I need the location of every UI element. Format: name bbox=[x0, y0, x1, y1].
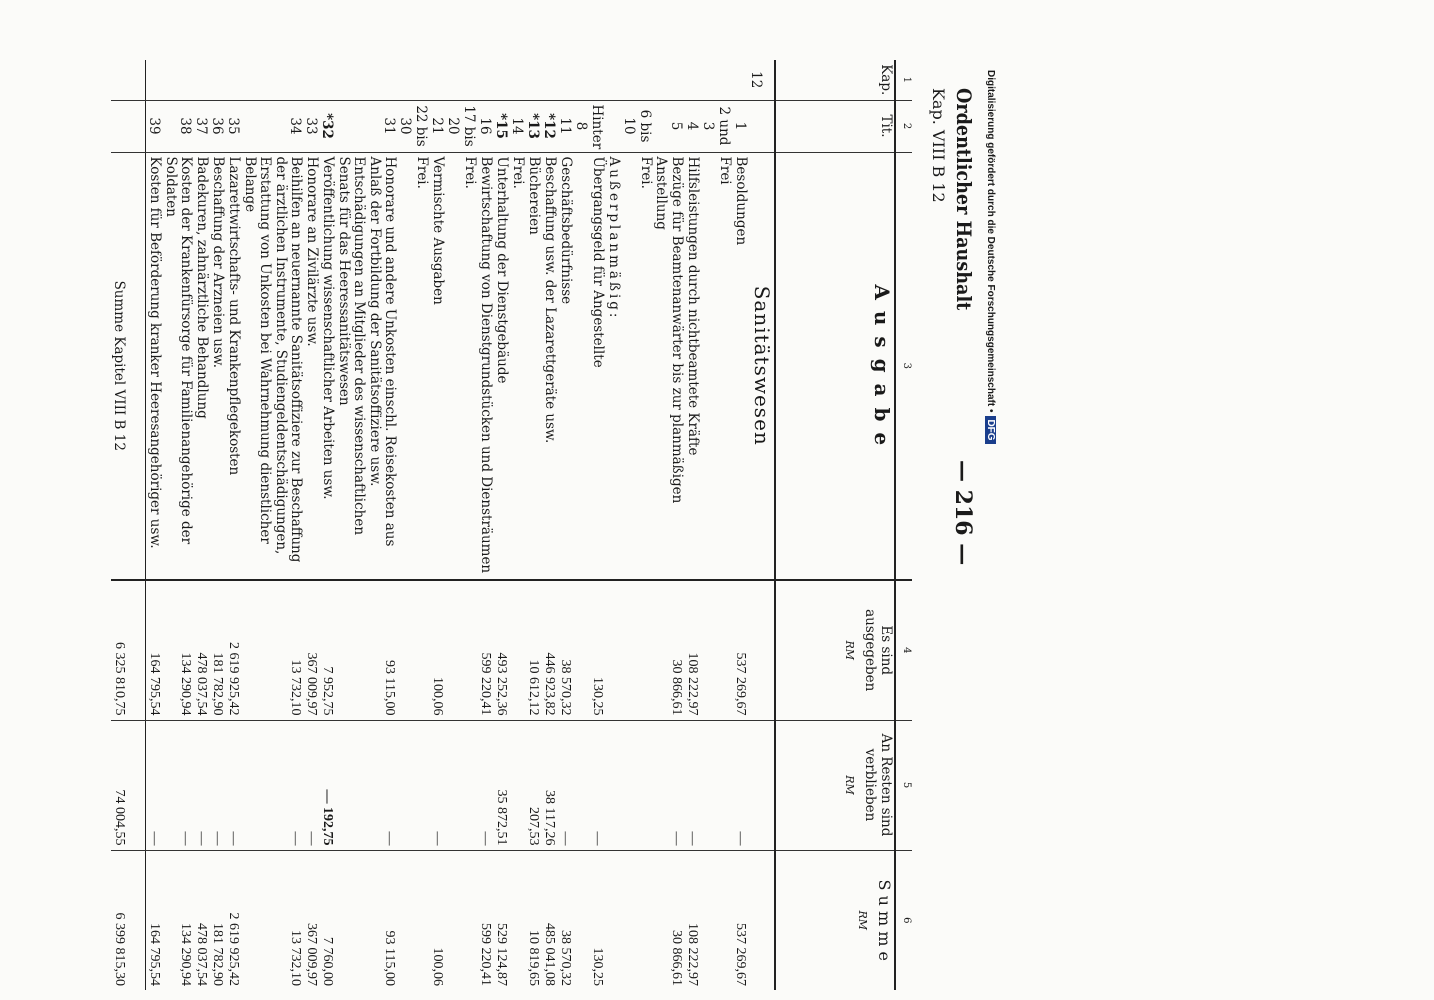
summe-cell: 10 819,65 bbox=[526, 930, 542, 986]
description-cell: Kosten für Beförderung kranker Heeresangehöriger usw. bbox=[146, 152, 163, 580]
kap-cell bbox=[684, 60, 700, 100]
ausgegeben-cell: 108 222,97 bbox=[684, 580, 700, 720]
tit-cell: 2 und 3 bbox=[700, 100, 732, 152]
ausgegeben-cell: 7 952,75 bbox=[319, 580, 335, 720]
kap-cell bbox=[621, 60, 653, 100]
page-number: — 216 — bbox=[950, 460, 976, 566]
description-cell: Übergangsgeld für Angestellte bbox=[573, 152, 605, 580]
reste-cell: — 192,75 bbox=[319, 720, 335, 850]
tit-cell: 31 bbox=[335, 100, 397, 152]
summe-cell: 537 269,67 bbox=[733, 923, 748, 986]
summe-cell bbox=[509, 850, 525, 990]
tit-cell: *12 bbox=[541, 100, 557, 152]
kap-cell bbox=[319, 60, 335, 100]
summe-cell: 181 782,90 bbox=[210, 923, 226, 986]
reste-cell: — bbox=[684, 720, 700, 850]
reste-cell: — bbox=[146, 720, 163, 850]
table-row bbox=[319, 60, 335, 990]
col5-label: An Resten sind verblieben bbox=[862, 733, 894, 837]
description-cell: Kosten der Krankenfürsorge für Familienangehörige der Soldaten bbox=[162, 152, 193, 580]
description-cell: Vermischte Ausgaben bbox=[429, 152, 445, 580]
tit-cell: *32 bbox=[319, 100, 335, 152]
reste-cell: — bbox=[477, 720, 493, 850]
table-row bbox=[193, 60, 209, 990]
reste-cell: — bbox=[429, 720, 445, 850]
col-number: 1 bbox=[895, 60, 912, 100]
description-cell: Veröffentlichung wissenschaftlicher Arbeiten usw. bbox=[319, 152, 335, 580]
summe-cell: 529 124,87 bbox=[494, 923, 510, 986]
ausgegeben-cell: 478 037,54 bbox=[193, 580, 209, 720]
table-row bbox=[509, 60, 525, 990]
table-row bbox=[241, 60, 303, 990]
ausgegeben-cell bbox=[700, 580, 732, 720]
ausgabe-label: A u s g a b e bbox=[870, 284, 894, 448]
table-row bbox=[493, 60, 509, 990]
reste-cell: — bbox=[335, 720, 397, 850]
tit-cell: 1 bbox=[732, 100, 748, 152]
tit-cell: 16 bbox=[477, 100, 493, 152]
ausgegeben-cell: 493 252,36 bbox=[493, 580, 509, 720]
kap-cell bbox=[193, 60, 209, 100]
ausgegeben-cell: 38 570,32 bbox=[557, 580, 573, 720]
header-col4 bbox=[775, 580, 895, 720]
tit-cell: *13 bbox=[525, 100, 541, 152]
description-cell: Frei. bbox=[621, 152, 653, 580]
kap-cell bbox=[509, 60, 525, 100]
description-cell: Beihilfen an neuernannte Sanitätsoffiziere zur Beschaffung der ärztlichen Instrumente, Studiengeldentschädigungen, Erstattung von Unkosten bei Wahrnehmung dienstlicher Belange bbox=[241, 152, 303, 580]
summe-cell: 100,06 bbox=[430, 947, 446, 986]
tit-cell: 21 bbox=[429, 100, 445, 152]
description-cell: Frei bbox=[700, 152, 732, 580]
kap-cell bbox=[335, 60, 397, 100]
ausgegeben-cell: 134 290,94 bbox=[162, 580, 193, 720]
summe-cell: 93 115,00 bbox=[382, 930, 398, 986]
section-title: Sanitätswesen bbox=[748, 152, 775, 580]
ausgegeben-cell: 2 619 925,42 bbox=[225, 580, 241, 720]
summe-cell: 30 866,61 bbox=[669, 930, 684, 986]
tit-cell: 17 bis 20 bbox=[445, 100, 477, 152]
kap-cell bbox=[397, 60, 429, 100]
reste-cell: — bbox=[303, 720, 319, 850]
col6-label: S u m m e bbox=[875, 879, 894, 961]
table-row bbox=[621, 60, 653, 990]
reste-cell: — bbox=[557, 720, 573, 850]
description-cell: Besoldungen bbox=[732, 152, 748, 580]
tit-cell bbox=[605, 100, 621, 152]
table-body bbox=[146, 60, 775, 990]
kap-cell bbox=[557, 60, 573, 100]
ausgegeben-cell bbox=[621, 580, 653, 720]
description-cell: Honorare an Zivilärzte usw. bbox=[303, 152, 319, 580]
ausgegeben-cell: 446 923,82 bbox=[541, 580, 557, 720]
kap-cell: 12 bbox=[748, 60, 775, 100]
kap-cell bbox=[493, 60, 509, 100]
reste-cell: — bbox=[573, 720, 605, 850]
summe-cell: 367 009,97 bbox=[304, 923, 320, 986]
summe-cell: 164 795,54 bbox=[147, 923, 163, 986]
reste-cell: — bbox=[209, 720, 225, 850]
kap-cell bbox=[162, 60, 193, 100]
table-row bbox=[541, 60, 557, 990]
table-row bbox=[684, 60, 700, 990]
header-kap: Kap. bbox=[775, 60, 895, 100]
ausgegeben-cell: 93 115,00 bbox=[335, 580, 397, 720]
header-ausgabe bbox=[775, 152, 895, 580]
tit-cell: 37 bbox=[193, 100, 209, 152]
description-cell: Frei. bbox=[509, 152, 525, 580]
table-row bbox=[162, 60, 193, 990]
kap-cell bbox=[445, 60, 477, 100]
tit-cell: 35 bbox=[225, 100, 241, 152]
description-cell: Frei. bbox=[397, 152, 429, 580]
summe-cell: 599 220,41 bbox=[478, 923, 494, 986]
column-number-row bbox=[895, 60, 912, 990]
col4-label: Es sind ausgegeben bbox=[862, 609, 894, 692]
kap-cell bbox=[303, 60, 319, 100]
summe-cell bbox=[605, 850, 621, 990]
ausgegeben-cell: 10 612,12 bbox=[525, 580, 541, 720]
reste-cell: — bbox=[193, 720, 209, 850]
table-row bbox=[225, 60, 241, 990]
col-number: 4 bbox=[895, 580, 912, 720]
summe-cell: 130,25 bbox=[590, 947, 606, 986]
ausgegeben-cell: 130,25 bbox=[573, 580, 605, 720]
col-number: 2 bbox=[895, 100, 912, 152]
summe-cell: 478 037,54 bbox=[194, 923, 210, 986]
budget-table bbox=[111, 60, 912, 990]
col-number: 6 bbox=[895, 850, 912, 990]
tit-cell: 22 bis 30 bbox=[397, 100, 429, 152]
reste-cell bbox=[605, 720, 621, 850]
table-row bbox=[653, 60, 684, 990]
table-row bbox=[335, 60, 397, 990]
ausgegeben-cell bbox=[445, 580, 477, 720]
kap-cell bbox=[209, 60, 225, 100]
total-col6: 6 399 815,30 bbox=[111, 850, 146, 990]
tit-cell: *15 bbox=[493, 100, 509, 152]
dfg-logo: DFG bbox=[985, 416, 996, 443]
summe-cell: 7 760,00 bbox=[320, 937, 336, 986]
col6-unit: RM bbox=[856, 910, 869, 931]
summe-cell: 108 222,97 bbox=[685, 923, 700, 986]
kap-cell bbox=[605, 60, 621, 100]
col-number: 5 bbox=[895, 720, 912, 850]
summe-cell bbox=[445, 850, 477, 990]
description-cell: Unterhaltung der Dienstgebäude bbox=[493, 152, 509, 580]
summe-cell: 2 619 925,42 bbox=[226, 912, 242, 986]
description-cell: Honorare und andere Unkosten einschl. Reisekosten aus Anlaß der Fortbildung der Sanitätsoffiziere usw. Entschädigungen an Mitglieder des wissenschaftlichen Senats für das Heeressanitätswesen bbox=[335, 152, 397, 580]
page-title: Ordentlicher Haushalt bbox=[952, 88, 976, 311]
tit-cell: 33 bbox=[303, 100, 319, 152]
reste-cell bbox=[700, 720, 732, 850]
tit-cell: 34 bbox=[241, 100, 303, 152]
total-label: Summe Kapitel VIII B 12 bbox=[111, 152, 146, 580]
description-cell: Badekuren, zahnärztliche Behandlung bbox=[193, 152, 209, 580]
summe-cell: 485 041,08 bbox=[542, 923, 558, 986]
table-row bbox=[605, 60, 621, 990]
col5-unit: RM bbox=[843, 775, 856, 795]
description-cell: Büchereien bbox=[525, 152, 541, 580]
kap-cell bbox=[573, 60, 605, 100]
description-cell: Außerplanmäßig: bbox=[605, 152, 621, 580]
kap-cell bbox=[241, 60, 303, 100]
ausgegeben-cell bbox=[509, 580, 525, 720]
header-col5 bbox=[775, 720, 895, 850]
ausgegeben-cell bbox=[605, 580, 621, 720]
table-row bbox=[732, 60, 748, 990]
tit-cell: 4 bbox=[684, 100, 700, 152]
tit-cell: 5 bbox=[653, 100, 684, 152]
kap-cell bbox=[477, 60, 493, 100]
kap-cell bbox=[225, 60, 241, 100]
chapter-label: Kap. VIII B 12 bbox=[929, 88, 948, 203]
tit-cell: 11 bbox=[557, 100, 573, 152]
kap-cell bbox=[732, 60, 748, 100]
reste-cell: — bbox=[225, 720, 241, 850]
tit-cell: 6 bis 10 bbox=[621, 100, 653, 152]
kap-cell bbox=[525, 60, 541, 100]
description-cell: Bewirtschaftung von Dienstgrundstücken und Diensträumen bbox=[477, 152, 493, 580]
section-row bbox=[748, 60, 775, 990]
description-cell: Frei. bbox=[445, 152, 477, 580]
ausgegeben-cell bbox=[397, 580, 429, 720]
table-row bbox=[146, 60, 163, 990]
description-cell: Lazarettwirtschafts- und Krankenpflegekosten bbox=[225, 152, 241, 580]
dfg-watermark bbox=[985, 70, 996, 444]
ausgegeben-cell: 367 009,97 bbox=[303, 580, 319, 720]
ausgegeben-cell: 599 220,41 bbox=[477, 580, 493, 720]
summe-cell bbox=[397, 850, 429, 990]
watermark-text: Digitalisierung gefördert durch die Deutsche Forschungsgemeinschaft • bbox=[985, 70, 996, 413]
reste-cell: 35 872,51 bbox=[493, 720, 509, 850]
col4-unit: RM bbox=[843, 640, 856, 661]
kap-cell bbox=[541, 60, 557, 100]
table-row bbox=[573, 60, 605, 990]
summe-cell bbox=[700, 850, 732, 990]
table-row bbox=[557, 60, 573, 990]
reste-cell bbox=[509, 720, 525, 850]
tit-cell: Hinter 8 bbox=[573, 100, 605, 152]
summe-cell: 13 732,10 bbox=[288, 930, 304, 986]
ausgegeben-cell: 164 795,54 bbox=[146, 580, 163, 720]
tit-cell: 36 bbox=[209, 100, 225, 152]
tit-cell: 38 bbox=[162, 100, 193, 152]
tit-cell: 14 bbox=[509, 100, 525, 152]
reste-cell: 38 117,26 bbox=[541, 720, 557, 850]
table-row bbox=[429, 60, 445, 990]
ausgegeben-cell: 100,06 bbox=[429, 580, 445, 720]
column-header-row bbox=[775, 60, 895, 990]
total-col5: 74 004,55 bbox=[111, 720, 146, 850]
table-row bbox=[303, 60, 319, 990]
ausgegeben-cell: 13 732,10 bbox=[241, 580, 303, 720]
header-col6 bbox=[775, 850, 895, 990]
table-row bbox=[397, 60, 429, 990]
reste-cell: — bbox=[162, 720, 193, 850]
header-tit: Tit. bbox=[775, 100, 895, 152]
reste-cell: — bbox=[653, 720, 684, 850]
description-cell: Beschaffung usw. der Lazarettgeräte usw. bbox=[541, 152, 557, 580]
tit-cell: 39 bbox=[146, 100, 163, 152]
ausgegeben-cell: 181 782,90 bbox=[209, 580, 225, 720]
reste-cell bbox=[621, 720, 653, 850]
col-number: 3 bbox=[895, 152, 912, 580]
table-row bbox=[477, 60, 493, 990]
description-cell: Beschaffung der Arzneien usw. bbox=[209, 152, 225, 580]
table-row bbox=[209, 60, 225, 990]
summe-cell: 38 570,32 bbox=[558, 930, 574, 986]
kap-cell bbox=[429, 60, 445, 100]
description-cell: Geschäftsbedürfnisse bbox=[557, 152, 573, 580]
kap-cell bbox=[700, 60, 732, 100]
description-cell: Hilfsleistungen durch nichtbeamtete Kräfte bbox=[684, 152, 700, 580]
reste-cell bbox=[397, 720, 429, 850]
total-row bbox=[111, 60, 146, 990]
total-col4: 6 325 810,75 bbox=[111, 580, 146, 720]
table-row bbox=[525, 60, 541, 990]
table-row bbox=[700, 60, 732, 990]
description-cell: Bezüge für Beamtenanwärter bis zur planmäßigen Anstellung bbox=[653, 152, 684, 580]
reste-cell: — bbox=[241, 720, 303, 850]
ausgegeben-cell: 30 866,61 bbox=[653, 580, 684, 720]
reste-cell: — bbox=[732, 720, 748, 850]
ausgegeben-cell: 537 269,67 bbox=[732, 580, 748, 720]
summe-cell bbox=[621, 850, 653, 990]
table-row bbox=[445, 60, 477, 990]
kap-cell bbox=[146, 60, 163, 100]
kap-cell bbox=[653, 60, 684, 100]
reste-cell: 207,53 bbox=[525, 720, 541, 850]
reste-cell bbox=[445, 720, 477, 850]
summe-cell: 134 290,94 bbox=[178, 923, 194, 986]
